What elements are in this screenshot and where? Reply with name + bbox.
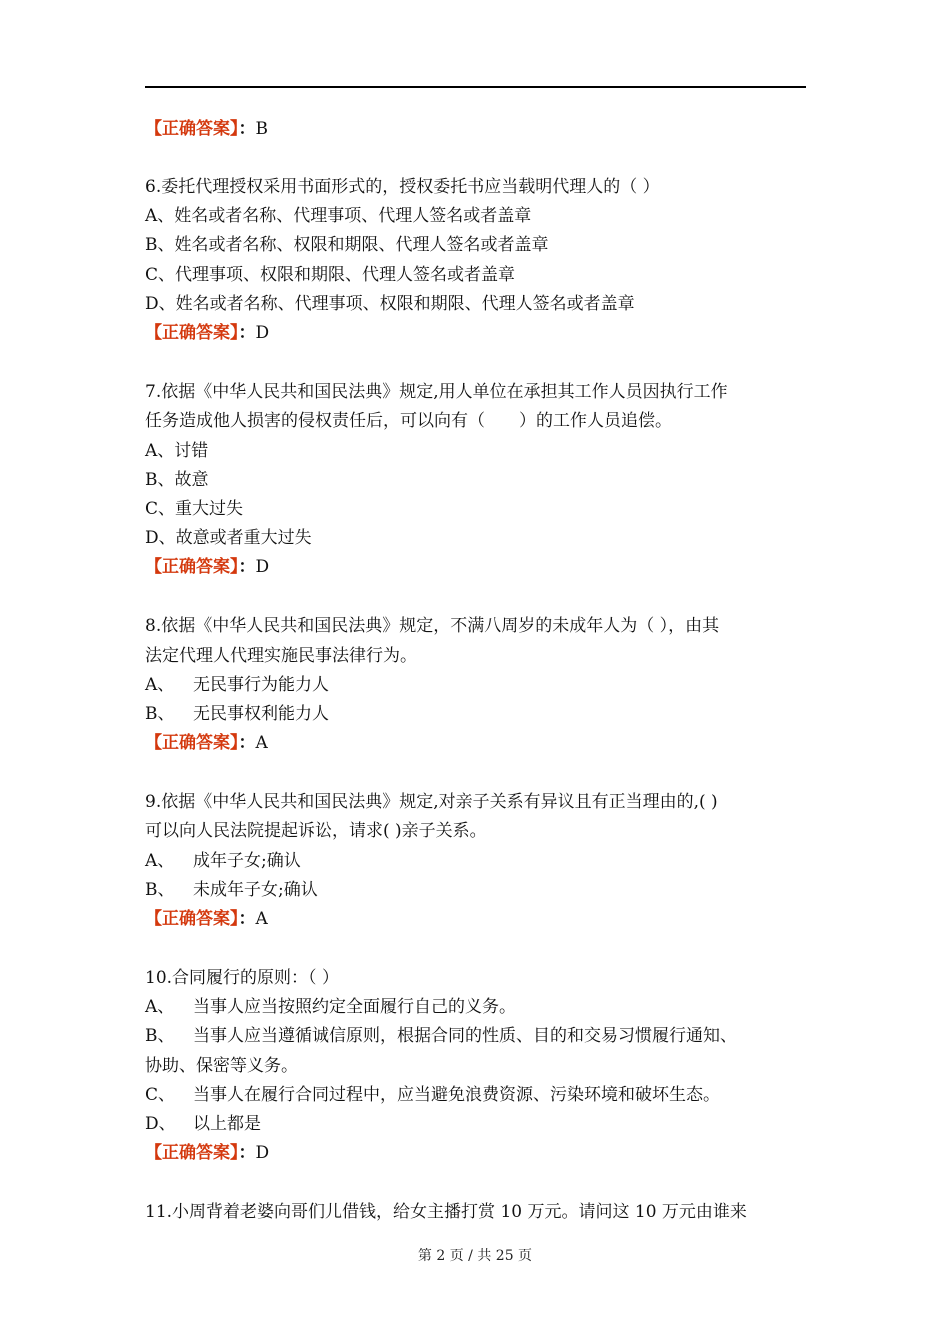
answer-label: 【正确答案】: [145, 557, 239, 577]
option-text: 成年子女;确认: [193, 851, 301, 871]
header-rule: [145, 86, 806, 88]
answer-line-q7: [145, 556, 269, 578]
answer-separator: ：: [238, 119, 256, 139]
answer-line-q8: [145, 732, 268, 754]
option-letter: B、: [145, 880, 175, 900]
question-7-option-d: D、故意或者重大过失: [145, 528, 312, 548]
question-11-stem-line1: 11.小周背着老婆向哥们儿借钱，给女主播打赏 10 万元。请问这 10 万元由谁来: [145, 1202, 747, 1222]
question-6-option-d: D、姓名或者名称、代理事项、权限和期限、代理人签名或者盖章: [145, 294, 635, 314]
answer-line-q5: [145, 118, 268, 140]
option-letter: A、: [145, 997, 175, 1017]
question-7-option-c: C、重大过失: [145, 499, 244, 519]
question-6-option-c: C、代理事项、权限和期限、代理人签名或者盖章: [145, 265, 516, 285]
question-8-option-b: [145, 703, 329, 725]
question-7-stem-line2: 任务造成他人损害的侵权责任后，可以向有（ ）的工作人员追偿。: [145, 411, 672, 431]
question-9-stem-line1: 9.依据《中华人民共和国民法典》规定,对亲子关系有异议且有正当理由的,( ): [145, 792, 718, 812]
question-6-option-b: B、姓名或者名称、权限和期限、代理人签名或者盖章: [145, 235, 549, 255]
option-letter: D、: [145, 1114, 176, 1134]
question-6-option-a: A、姓名或者名称、代理事项、代理人签名或者盖章: [145, 206, 532, 226]
answer-value: D: [255, 323, 270, 343]
option-text: 当事人应当按照约定全面履行自己的义务。: [193, 997, 516, 1017]
question-8-option-a: [145, 674, 329, 696]
answer-separator: ：: [238, 323, 256, 343]
option-text: 未成年子女;确认: [193, 880, 318, 900]
answer-separator: ：: [238, 557, 256, 577]
question-7-option-a: A、讨错: [145, 441, 209, 461]
question-9-option-a: [145, 850, 301, 872]
page-number: 第 2 页 / 共 25 页: [417, 1248, 533, 1264]
option-text: 无民事权利能力人: [193, 704, 329, 724]
question-7-stem-line1: 7.依据《中华人民共和国民法典》规定,用人单位在承担其工作人员因执行工作: [145, 382, 728, 402]
answer-line-q9: [145, 908, 268, 930]
answer-separator: ：: [238, 1143, 256, 1163]
option-letter: B、: [145, 1026, 175, 1046]
answer-value: B: [255, 119, 268, 139]
answer-label: 【正确答案】: [145, 1143, 239, 1163]
question-8-stem-line1: 8.依据《中华人民共和国民法典》规定，不满八周岁的未成年人为（ ），由其: [145, 616, 720, 636]
answer-value: D: [255, 557, 270, 577]
answer-label: 【正确答案】: [145, 323, 239, 343]
question-8-stem-line2: 法定代理人代理实施民事法律行为。: [145, 646, 417, 666]
question-10-option-a: [145, 996, 516, 1018]
answer-line-q10: [145, 1142, 269, 1164]
answer-label: 【正确答案】: [145, 119, 239, 139]
option-letter: A、: [145, 851, 175, 871]
question-10-option-d: [145, 1113, 261, 1135]
answer-separator: ：: [238, 909, 256, 929]
option-letter: A、: [145, 675, 175, 695]
question-10-option-b: [145, 1025, 737, 1047]
question-10-stem: 10.合同履行的原则：（ ）: [145, 968, 339, 988]
answer-value: A: [255, 909, 268, 929]
answer-label: 【正确答案】: [145, 733, 239, 753]
option-text: 以上都是: [193, 1114, 261, 1134]
question-9-stem-line2: 可以向人民法院提起诉讼，请求( )亲子关系。: [145, 821, 487, 841]
answer-value: A: [255, 733, 268, 753]
option-letter: B、: [145, 704, 175, 724]
answer-value: D: [255, 1143, 270, 1163]
answer-label: 【正确答案】: [145, 909, 239, 929]
question-7-option-b: B、故意: [145, 470, 209, 490]
question-10-option-b-continuation: 协助、保密等义务。: [145, 1056, 298, 1076]
question-10-option-c: [145, 1084, 720, 1106]
option-text: 当事人在履行合同过程中，应当避免浪费资源、污染环境和破坏生态。: [193, 1085, 720, 1105]
answer-separator: ：: [238, 733, 256, 753]
question-6-stem: 6.委托代理授权采用书面形式的，授权委托书应当载明代理人的（ ）: [145, 177, 660, 197]
option-letter: C、: [145, 1085, 176, 1105]
question-9-option-b: [145, 879, 318, 901]
option-text: 当事人应当遵循诚信原则，根据合同的性质、目的和交易习惯履行通知、: [193, 1026, 737, 1046]
answer-line-q6: [145, 322, 269, 344]
option-text: 无民事行为能力人: [193, 675, 329, 695]
